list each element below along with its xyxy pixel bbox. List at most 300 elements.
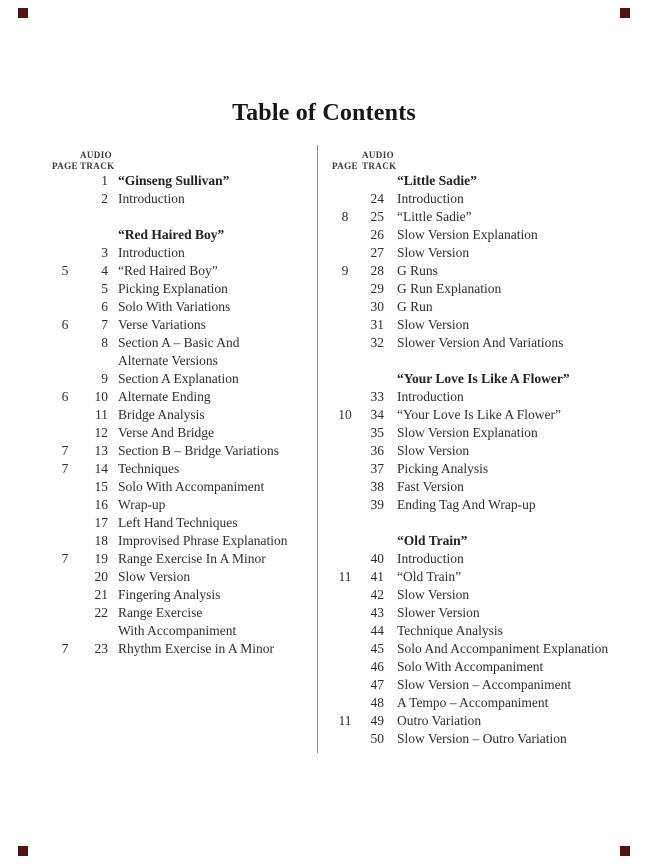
gap — [384, 370, 397, 388]
toc-entry-row — [50, 262, 317, 280]
track-number: 5 — [101, 281, 108, 296]
gap — [384, 586, 397, 604]
toc-entry-row — [328, 658, 640, 676]
entry-title: “Little Sadie” — [397, 173, 477, 188]
page-number — [50, 622, 80, 640]
gap — [384, 496, 397, 514]
page-number — [328, 316, 362, 334]
entry-title: “Little Sadie” — [397, 209, 472, 224]
gap — [108, 532, 118, 550]
gap — [108, 622, 118, 640]
toc-entry-row — [328, 280, 640, 298]
gap — [108, 262, 118, 280]
page-number: 11 — [338, 713, 352, 728]
gap — [384, 280, 397, 298]
page-number: 7 — [61, 461, 69, 476]
gap — [108, 586, 118, 604]
track-number: 37 — [370, 461, 384, 476]
track-number: 47 — [370, 677, 384, 692]
toc-section-heading-row — [328, 172, 640, 190]
toc-section — [328, 370, 640, 514]
entry-title: Alternate Ending — [118, 389, 211, 404]
entry-title: Section A Explanation — [118, 371, 239, 386]
gap — [108, 424, 118, 442]
track-number: 24 — [370, 191, 384, 206]
audio-track-header-label — [80, 150, 115, 172]
page-number — [328, 424, 362, 442]
entry-title: A Tempo – Accompaniment — [397, 695, 549, 710]
toc-entry-row — [328, 406, 640, 424]
track-number: 50 — [370, 731, 384, 746]
page-number — [328, 280, 362, 298]
toc-entry-row — [328, 442, 640, 460]
track-number — [80, 622, 108, 640]
column-header — [50, 144, 317, 172]
page-number — [328, 676, 362, 694]
gap — [108, 298, 118, 316]
entry-title: Slow Version — [397, 317, 470, 332]
column-header — [328, 144, 640, 172]
gap — [384, 568, 397, 586]
page-number — [50, 514, 80, 532]
audio-track-header-label — [362, 150, 397, 172]
toc-entry-row — [328, 568, 640, 586]
track-number: 43 — [370, 605, 384, 620]
gap — [108, 514, 118, 532]
entry-title: Slow Version — [397, 587, 470, 602]
entry-title: Picking Explanation — [118, 281, 228, 296]
entry-title: Slow Version — [397, 245, 470, 260]
toc-entry-row — [50, 424, 317, 442]
entry-title: Introduction — [397, 551, 464, 566]
toc-entry-row — [328, 712, 640, 730]
track-number: 49 — [370, 713, 384, 728]
toc-section — [50, 172, 317, 208]
page-number: 11 — [338, 569, 352, 584]
page-number: 6 — [61, 317, 69, 332]
toc-entry-row — [328, 208, 640, 226]
track-number: 28 — [370, 263, 384, 278]
toc-section — [328, 172, 640, 352]
page-number — [328, 532, 362, 550]
toc-column-left — [50, 144, 317, 748]
track-number — [362, 532, 384, 550]
entry-title: Technique Analysis — [397, 623, 503, 638]
gap — [108, 406, 118, 424]
toc-sections-right — [328, 172, 640, 748]
gap — [384, 604, 397, 622]
entry-title: Left Hand Techniques — [118, 515, 238, 530]
toc-section-heading-row — [50, 172, 317, 190]
track-number: 32 — [370, 335, 384, 350]
page-header-label: PAGE — [52, 161, 78, 171]
track-number — [80, 352, 108, 370]
corner-mark-bottom-left — [18, 846, 28, 856]
entry-title: Slower Version — [397, 605, 480, 620]
page-number: 9 — [341, 263, 349, 278]
toc-entry-row — [328, 226, 640, 244]
corner-mark-top-right — [620, 8, 630, 18]
toc-entry-row — [50, 388, 317, 406]
track-number: 2 — [101, 191, 108, 206]
track-number: 48 — [370, 695, 384, 710]
page-number — [328, 388, 362, 406]
toc-entry-row — [50, 280, 317, 298]
entry-title: Slow Version – Accompaniment — [397, 677, 572, 692]
gap — [384, 190, 397, 208]
page-number — [50, 244, 80, 262]
gap — [108, 442, 118, 460]
track-number — [362, 172, 384, 190]
track-number: 12 — [94, 425, 108, 440]
entry-title: “Red Haired Boy” — [118, 227, 225, 242]
page-number: 7 — [61, 551, 69, 566]
page-number — [328, 442, 362, 460]
page-number: 5 — [61, 263, 69, 278]
entry-title: Solo With Accompaniment — [118, 479, 265, 494]
track-number: 26 — [370, 227, 384, 242]
track-number: 3 — [101, 245, 108, 260]
page-number — [328, 460, 362, 478]
gap — [384, 712, 397, 730]
page-number — [50, 226, 80, 244]
page-number — [50, 352, 80, 370]
toc-entry-row — [328, 730, 640, 748]
track-number: 1 — [101, 173, 108, 188]
gap — [384, 172, 397, 190]
entry-title: Slow Version — [397, 443, 470, 458]
page-number — [328, 478, 362, 496]
toc-entry-row — [50, 406, 317, 424]
gap — [108, 478, 118, 496]
track-number: 39 — [370, 497, 384, 512]
page-number — [328, 640, 362, 658]
track-number: 18 — [94, 533, 108, 548]
toc-entry-row — [328, 424, 640, 442]
entry-title: Introduction — [397, 191, 464, 206]
page-number — [328, 190, 362, 208]
corner-mark-top-left — [18, 8, 28, 18]
entry-title: Alternate Versions — [118, 353, 218, 368]
track-number: 44 — [370, 623, 384, 638]
toc-entry-row — [50, 478, 317, 496]
page-number — [328, 622, 362, 640]
track-number: 11 — [95, 407, 108, 422]
toc-entry-row — [50, 568, 317, 586]
gap — [384, 406, 397, 424]
toc-entry-row — [50, 604, 317, 622]
gap — [108, 496, 118, 514]
gap — [108, 370, 118, 388]
track-number: 23 — [94, 641, 108, 656]
page-number — [328, 694, 362, 712]
gap — [108, 244, 118, 262]
page-number — [50, 568, 80, 586]
track-number: 4 — [101, 263, 108, 278]
page-number — [328, 172, 362, 190]
toc-entry-row — [50, 640, 317, 658]
toc-entry-row — [328, 388, 640, 406]
track-number: 25 — [370, 209, 384, 224]
entry-title: Range Exercise — [118, 605, 203, 620]
entry-title: Slow Version Explanation — [397, 425, 538, 440]
page-number — [50, 370, 80, 388]
gap — [384, 334, 397, 352]
track-number: 33 — [370, 389, 384, 404]
gap — [384, 694, 397, 712]
toc-entry-row — [50, 370, 317, 388]
track-number: 27 — [370, 245, 384, 260]
gap — [108, 550, 118, 568]
gap — [384, 730, 397, 748]
entry-title: “Old Train” — [397, 533, 468, 548]
toc-section-heading-row — [328, 532, 640, 550]
gap — [108, 568, 118, 586]
page-number — [328, 334, 362, 352]
track-number: 46 — [370, 659, 384, 674]
toc-entry-row — [50, 532, 317, 550]
toc-entry-row — [328, 604, 640, 622]
entry-title: Section A – Basic And — [118, 335, 240, 350]
gap — [384, 676, 397, 694]
gap — [108, 280, 118, 298]
track-number: 31 — [370, 317, 384, 332]
toc-entry-row — [328, 244, 640, 262]
page-number — [328, 730, 362, 748]
page-number: 6 — [61, 389, 69, 404]
track-number: 34 — [370, 407, 384, 422]
track-number — [362, 370, 384, 388]
track-header-label: TRACK — [80, 161, 115, 171]
page-number — [50, 298, 80, 316]
gap — [384, 316, 397, 334]
page-number — [50, 532, 80, 550]
toc-entry-row — [50, 316, 317, 334]
gap — [384, 226, 397, 244]
toc-entry-row — [328, 298, 640, 316]
entry-title: Section B – Bridge Variations — [118, 443, 279, 458]
entry-title: G Run Explanation — [397, 281, 502, 296]
track-number: 14 — [94, 461, 108, 476]
audio-header-label: AUDIO — [80, 150, 113, 160]
gap — [108, 190, 118, 208]
track-number: 36 — [370, 443, 384, 458]
entry-title: Slower Version And Variations — [397, 335, 564, 350]
toc-entry-row — [328, 478, 640, 496]
toc-entry-row — [50, 586, 317, 604]
entry-title: “Ginseng Sullivan” — [118, 173, 230, 188]
page-number — [328, 586, 362, 604]
page-number — [328, 658, 362, 676]
page-number: 7 — [61, 641, 69, 656]
page-number — [328, 298, 362, 316]
toc-section-heading-row — [50, 226, 317, 244]
table-of-contents — [50, 144, 640, 748]
gap — [384, 442, 397, 460]
gap — [384, 262, 397, 280]
toc-entry-row — [328, 676, 640, 694]
track-number: 35 — [370, 425, 384, 440]
entry-title: “Red Haired Boy” — [118, 263, 218, 278]
entry-title: With Accompaniment — [118, 623, 237, 638]
gap — [384, 460, 397, 478]
track-number: 45 — [370, 641, 384, 656]
gap — [108, 604, 118, 622]
toc-entry-row — [50, 190, 317, 208]
track-number: 16 — [94, 497, 108, 512]
toc-entry-row — [328, 262, 640, 280]
track-number: 19 — [94, 551, 108, 566]
page-title: Table of Contents — [232, 100, 416, 127]
entry-title: Range Exercise In A Minor — [118, 551, 266, 566]
toc-entry-row — [328, 550, 640, 568]
toc-entry-row — [328, 460, 640, 478]
toc-section — [328, 532, 640, 748]
entry-title: Fingering Analysis — [118, 587, 221, 602]
page-number — [50, 478, 80, 496]
page-number — [328, 244, 362, 262]
page-number — [328, 604, 362, 622]
track-number — [80, 226, 108, 244]
page-number — [50, 334, 80, 352]
page-number — [50, 190, 80, 208]
entry-title: “Old Train” — [397, 569, 462, 584]
entry-title: “Your Love Is Like A Flower” — [397, 371, 570, 386]
page-number — [328, 226, 362, 244]
entry-title: Slow Version Explanation — [397, 227, 538, 242]
entry-title: G Run — [397, 299, 433, 314]
track-number: 30 — [370, 299, 384, 314]
toc-entry-row — [328, 694, 640, 712]
entry-title: Verse And Bridge — [118, 425, 214, 440]
gap — [108, 316, 118, 334]
gap — [108, 172, 118, 190]
track-number: 22 — [94, 605, 108, 620]
toc-entry-row — [50, 622, 317, 640]
track-number: 21 — [94, 587, 108, 602]
gap — [384, 478, 397, 496]
gap — [384, 208, 397, 226]
toc-entry-row — [50, 244, 317, 262]
page-number: 10 — [338, 407, 352, 422]
page-number — [50, 280, 80, 298]
track-number: 38 — [370, 479, 384, 494]
audio-header-label: AUDIO — [362, 150, 395, 160]
entry-title: Outro Variation — [397, 713, 482, 728]
gap — [384, 640, 397, 658]
gap — [108, 334, 118, 352]
track-number: 17 — [94, 515, 108, 530]
track-number: 40 — [370, 551, 384, 566]
gap — [384, 388, 397, 406]
entry-title: Introduction — [397, 389, 464, 404]
toc-section — [50, 226, 317, 658]
page-number — [50, 586, 80, 604]
toc-entry-row — [50, 514, 317, 532]
page-header-label: PAGE — [332, 161, 358, 171]
gap — [384, 658, 397, 676]
toc-entry-row — [328, 496, 640, 514]
entry-title: Bridge Analysis — [118, 407, 205, 422]
entry-title: Solo With Variations — [118, 299, 231, 314]
entry-title: “Your Love Is Like A Flower” — [397, 407, 561, 422]
track-number: 13 — [94, 443, 108, 458]
page-number — [50, 496, 80, 514]
entry-title: Introduction — [118, 245, 185, 260]
track-number: 9 — [101, 371, 108, 386]
entry-title: Solo With Accompaniment — [397, 659, 544, 674]
gap — [108, 226, 118, 244]
page-number — [50, 406, 80, 424]
toc-entry-row — [328, 190, 640, 208]
track-number: 41 — [370, 569, 384, 584]
gap — [384, 550, 397, 568]
corner-mark-bottom-right — [620, 846, 630, 856]
toc-column-right — [328, 144, 640, 748]
entry-title: Picking Analysis — [397, 461, 489, 476]
page-number — [328, 496, 362, 514]
entry-title: Improvised Phrase Explanation — [118, 533, 288, 548]
toc-entry-row — [328, 334, 640, 352]
toc-entry-row — [50, 352, 317, 370]
entry-title: Fast Version — [397, 479, 464, 494]
entry-title: G Runs — [397, 263, 438, 278]
gap — [108, 388, 118, 406]
entry-title: Wrap-up — [118, 497, 166, 512]
gap — [384, 622, 397, 640]
toc-entry-row — [328, 586, 640, 604]
toc-entry-row — [50, 460, 317, 478]
track-number: 29 — [370, 281, 384, 296]
entry-title: Verse Variations — [118, 317, 206, 332]
gap — [384, 532, 397, 550]
gap — [384, 424, 397, 442]
toc-entry-row — [50, 550, 317, 568]
entry-title: Rhythm Exercise in A Minor — [118, 641, 274, 656]
track-number: 42 — [370, 587, 384, 602]
toc-entry-row — [50, 496, 317, 514]
toc-sections-left — [50, 172, 317, 658]
toc-entry-row — [50, 298, 317, 316]
gap — [108, 352, 118, 370]
track-number: 20 — [94, 569, 108, 584]
entry-title: Slow Version – Outro Variation — [397, 731, 567, 746]
entry-title: Techniques — [118, 461, 180, 476]
page-number: 8 — [341, 209, 349, 224]
toc-entry-row — [50, 442, 317, 460]
toc-entry-row — [328, 316, 640, 334]
gap — [108, 640, 118, 658]
entry-title: Slow Version — [118, 569, 191, 584]
page-number — [50, 424, 80, 442]
toc-entry-row — [328, 640, 640, 658]
page-number — [328, 370, 362, 388]
page-number — [328, 550, 362, 568]
toc-entry-row — [50, 334, 317, 352]
toc-section-heading-row — [328, 370, 640, 388]
gap — [108, 460, 118, 478]
toc-entry-row — [328, 622, 640, 640]
track-number: 7 — [101, 317, 108, 332]
entry-title: Ending Tag And Wrap-up — [397, 497, 536, 512]
page-number — [50, 172, 80, 190]
entry-title: Introduction — [118, 191, 185, 206]
gap — [384, 298, 397, 316]
page-number — [50, 604, 80, 622]
entry-title: Solo And Accompaniment Explanation — [397, 641, 609, 656]
track-number: 10 — [94, 389, 108, 404]
track-number: 15 — [94, 479, 108, 494]
